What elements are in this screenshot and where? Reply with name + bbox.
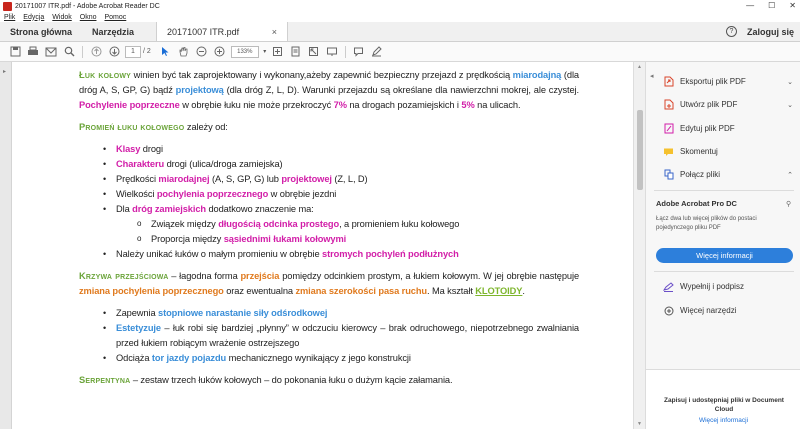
pin-icon[interactable]: ⚲ — [786, 201, 792, 208]
term: stopniowe narastanie siły odśrodkowej — [158, 308, 328, 318]
term-luk-kolowy: Łuk kołowy — [79, 70, 132, 80]
title-bar — [0, 0, 800, 12]
tab-bar — [0, 22, 800, 42]
maximize-button[interactable]: ☐ — [768, 1, 776, 10]
term: długością odcinka prostego — [218, 219, 340, 229]
tool-label: Eksportuj plik PDF — [680, 77, 746, 86]
help-icon[interactable]: ? — [726, 26, 737, 37]
text: w obrębie łuku nie może przekroczyć — [179, 100, 334, 110]
tool-label: Połącz pliki — [680, 170, 721, 179]
tool-label: Utwórz plik PDF — [680, 100, 738, 109]
collapse-pane-icon[interactable]: ◂ — [650, 73, 654, 80]
tool-label: Skomentuj — [680, 147, 718, 156]
term: Klasy — [116, 144, 141, 154]
page-number-input[interactable]: 1 — [125, 46, 141, 58]
term: zmiana pochylenia poprzecznego — [79, 286, 224, 296]
list-item — [79, 202, 579, 247]
text: (Z, L, D) — [331, 174, 368, 184]
menu-window[interactable]: Okno — [79, 13, 97, 21]
expand-left-pane-icon[interactable]: ▸ — [3, 69, 7, 75]
text: Dla — [116, 204, 133, 214]
tool-export-pdf[interactable] — [663, 76, 793, 87]
login-link[interactable]: Zaloguj się — [746, 26, 794, 37]
previous-page-icon[interactable] — [87, 44, 105, 60]
text: dodatkowo znaczenie ma: — [205, 204, 314, 214]
tool-create-pdf[interactable] — [663, 99, 793, 110]
combine-files-icon — [663, 169, 674, 180]
zoom-out-icon[interactable] — [193, 44, 211, 60]
tab-document[interactable] — [156, 22, 288, 41]
menu-file[interactable]: Plik — [4, 13, 16, 21]
zoom-level-select[interactable]: 133% — [231, 46, 259, 58]
term-miarodajna: miarodajną — [512, 70, 562, 80]
toolbar — [0, 42, 800, 62]
list-item — [79, 157, 579, 172]
sub-list-item — [79, 217, 579, 232]
value-5-percent: 5% — [461, 100, 475, 110]
more-tools-icon — [663, 305, 674, 316]
menu-help[interactable]: Pomoc — [104, 13, 127, 21]
toolbar-divider — [82, 46, 83, 58]
cloud-promo-text: Zapisuj i udostępniaj pliki w Document Cloud — [664, 397, 784, 413]
term: zmiana szerokości pasa ruchu — [295, 286, 427, 296]
page-total: / 2 — [143, 48, 151, 55]
term-serpentyna: Serpentyna — [79, 375, 131, 385]
text: na drogach pozamiejskich i — [346, 100, 462, 110]
tab-home[interactable]: Strona główna — [10, 26, 73, 37]
text: Zapewnia — [116, 308, 158, 318]
list-item — [79, 321, 579, 351]
acrobat-app-icon — [3, 2, 12, 11]
text: – łagodna forma — [168, 271, 241, 281]
text: zależy od: — [184, 122, 228, 132]
scroll-down-icon[interactable]: ▼ — [637, 421, 642, 427]
tool-label: Wypełnij i podpisz — [680, 282, 744, 291]
tab-close-icon[interactable]: × — [271, 26, 278, 37]
term-klotoidy: KLOTOIDY — [475, 286, 523, 296]
search-icon[interactable] — [60, 44, 78, 60]
tool-combine-files[interactable] — [663, 169, 793, 180]
text: Prędkości — [116, 174, 159, 184]
pen-icon[interactable] — [368, 44, 386, 60]
list-item — [79, 306, 579, 321]
text: drogi (ulica/droga zamiejska) — [164, 159, 283, 169]
text: – łuk robi się bardziej „płynny” w odczuciu kierowcy – brak odruchowego, niepotrzebnego zwalniania przed łukiem robiącym wrażenie ostrzejszego — [116, 323, 579, 348]
text: winien być tak zaprojektowany i wykonany,ażeby zapewnić bezpieczny przejazd z prędkością — [131, 70, 513, 80]
text: – zestaw trzech łuków kołowych – do pokonania łuku o dużym kącie załamania. — [130, 375, 453, 385]
paragraph-luk-kolowy — [79, 68, 579, 113]
menu-view[interactable]: Widok — [52, 13, 72, 21]
term-pochylenie-poprzeczne: Pochylenie poprzeczne — [79, 100, 180, 110]
divider — [654, 190, 794, 191]
term-projektowa: projektową — [175, 85, 224, 95]
text: w obrębie jezdni — [268, 189, 337, 199]
tool-fill-sign[interactable] — [663, 281, 793, 292]
menu-edit[interactable]: Edycja — [23, 13, 45, 21]
divider — [654, 271, 794, 272]
tab-tools[interactable]: Narzędzia — [92, 26, 135, 37]
tools-pane — [645, 62, 800, 429]
list-item — [79, 142, 579, 157]
chevron-down-icon[interactable]: ⌄ — [787, 101, 793, 109]
more-info-button[interactable]: Więcej informacji — [656, 248, 793, 263]
chevron-down-icon[interactable]: ⌄ — [787, 78, 793, 86]
page-tools-icon[interactable] — [323, 44, 341, 60]
text: Związek między — [151, 219, 219, 229]
save-icon[interactable] — [6, 44, 24, 60]
promo-description: Łącz dwa lub więcej plików do postaci pojedynczego pliku PDF — [656, 216, 757, 231]
scrollbar-thumb[interactable] — [637, 110, 643, 190]
text: mechanicznego wynikający z jego konstrukcji — [226, 353, 411, 363]
export-pdf-icon — [663, 76, 674, 87]
list-item — [79, 172, 579, 187]
paragraph-serpentyna — [79, 373, 579, 388]
text: . Ma kształt — [427, 286, 476, 296]
term-krzywa-przejsciowa: Krzywa przejściowa — [79, 271, 169, 281]
document-view[interactable] — [12, 62, 633, 429]
term: tor jazdy pojazdu — [151, 353, 227, 363]
window-title: 20171007 ITR.pdf - Adobe Acrobat Reader DC — [15, 2, 160, 10]
pdf-page — [79, 68, 579, 395]
edit-pdf-icon — [663, 123, 674, 134]
sub-list-item — [79, 232, 579, 247]
document-scrollbar[interactable] — [633, 62, 645, 429]
term: stromych pochyleń podłużnych — [322, 249, 459, 259]
text: (dla dróg Z, L, D). Warunki przejazdu są określane dla nawierzchni mokrej, ale czystej. — [223, 85, 579, 95]
scrolling-mode-icon[interactable] — [287, 44, 305, 60]
chevron-down-icon[interactable]: ▾ — [263, 49, 267, 55]
term: pochylenia poprzecznego — [156, 189, 269, 199]
text: , a promieniem łuku kołowego — [339, 219, 460, 229]
term: Charakteru — [116, 159, 165, 169]
tool-label: Więcej narzędzi — [680, 306, 737, 315]
tool-comment[interactable] — [663, 146, 793, 157]
toolbar-divider-2 — [345, 46, 346, 58]
list-item — [79, 351, 579, 366]
next-page-icon[interactable] — [105, 44, 123, 60]
paragraph-krzywa-przejsciowa — [79, 269, 579, 299]
text: . — [522, 286, 525, 296]
fill-sign-icon — [663, 281, 674, 292]
document-cloud-box — [646, 369, 800, 429]
sub-list — [79, 217, 579, 247]
paragraph-promien — [79, 120, 579, 135]
text: Odciąża — [116, 353, 152, 363]
tool-more-tools[interactable] — [663, 305, 793, 316]
promo-title: Adobe Acrobat Pro DC — [656, 199, 737, 208]
hand-tool-icon[interactable] — [175, 44, 193, 60]
close-window-button[interactable]: ✕ — [789, 1, 796, 10]
print-icon[interactable] — [24, 44, 42, 60]
minimize-button[interactable]: — — [746, 1, 755, 10]
term: miarodajnej — [158, 174, 210, 184]
text: oraz ewentualna — [223, 286, 296, 296]
text: Proporcja między — [151, 234, 224, 244]
cloud-more-info-link[interactable]: Więcej informacji — [698, 417, 749, 424]
left-navigation-pane[interactable] — [0, 62, 12, 429]
zoom-in-icon[interactable] — [211, 44, 229, 60]
text: (dla dróg A, S, GP, G) bądź — [79, 70, 579, 95]
term: przejścia — [240, 271, 280, 281]
email-icon[interactable] — [42, 44, 60, 60]
text: Wielkości — [116, 189, 157, 199]
create-pdf-icon — [663, 99, 674, 110]
tab-document-label: 20171007 ITR.pdf — [167, 26, 240, 37]
text: na ulicach. — [474, 100, 521, 110]
text: (A, S, GP, G) lub — [209, 174, 282, 184]
tool-edit-pdf[interactable] — [663, 123, 793, 134]
value-7-percent: 7% — [333, 100, 347, 110]
list-promien-factors — [79, 142, 579, 262]
list-krzywa-benefits — [79, 306, 579, 366]
term: sąsiednimi łukami kołowymi — [223, 234, 347, 244]
menu-bar — [0, 12, 800, 22]
term: Estetyzuje — [116, 323, 161, 333]
text: pomiędzy odcinkiem prostym, a łukiem kołowym. W jej obrębie następuje — [279, 271, 580, 281]
list-item — [79, 247, 579, 262]
scroll-up-icon[interactable]: ▲ — [637, 64, 642, 70]
fullscreen-icon[interactable] — [305, 44, 323, 60]
chevron-up-icon[interactable]: ⌃ — [787, 171, 793, 179]
term: projektowej — [281, 174, 332, 184]
term: dróg zamiejskich — [132, 204, 206, 214]
list-item — [79, 187, 579, 202]
tool-label: Edytuj plik PDF — [680, 124, 735, 133]
text: Należy unikać łuków o małym promieniu w obrębie — [116, 249, 323, 259]
term-promien-luku: Promień łuku kołowego — [79, 122, 185, 132]
comment-icon — [663, 146, 674, 157]
fit-page-icon[interactable] — [269, 44, 287, 60]
text: drogi — [140, 144, 163, 154]
select-cursor-icon[interactable] — [157, 44, 175, 60]
comment-icon[interactable] — [350, 44, 368, 60]
